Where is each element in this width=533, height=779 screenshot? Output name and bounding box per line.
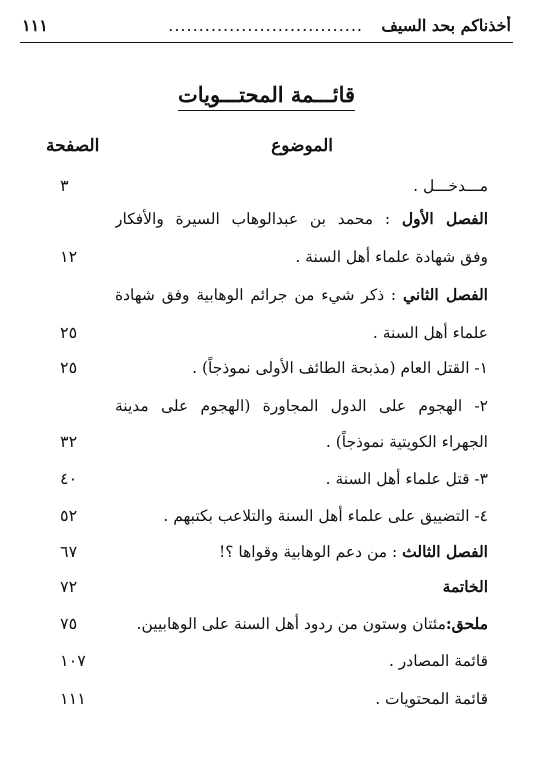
toc-entry-page: ٢٥ xyxy=(60,358,78,377)
toc-entry-text xyxy=(115,426,488,458)
toc-entry-title: ٤- التضييق على علماء أهل السنة والتلاعب بكتبهم . xyxy=(163,507,488,525)
toc-entry-title: وفق شهادة علماء أهل السنة . xyxy=(295,248,488,266)
header-rule xyxy=(20,42,513,43)
toc-row xyxy=(0,170,533,202)
toc-entry-text xyxy=(115,608,488,640)
toc-entry-title: : من دعم الوهابية وقواها ؟! xyxy=(219,543,403,561)
toc-row xyxy=(0,390,533,422)
toc-entry-title: قائمة المحتويات . xyxy=(375,690,488,708)
toc-row xyxy=(0,500,533,532)
toc-entry-label: ملحق: xyxy=(445,614,488,633)
running-header xyxy=(22,16,511,42)
toc-entry-text xyxy=(115,279,488,311)
toc-row xyxy=(0,241,533,273)
toc-entry-title: ١- القتل العام (مذبحة الطائف الأولى نموذجاً) . xyxy=(192,359,488,377)
toc-entry-text xyxy=(115,317,488,349)
toc-entry-text xyxy=(115,536,488,568)
toc-entry-page: ٥٢ xyxy=(60,506,78,525)
toc-entry-page: ١٢ xyxy=(60,247,78,266)
toc-row xyxy=(0,352,533,384)
toc-entry-title: : محمد بن عبدالوهاب السيرة والأفكار xyxy=(115,210,402,228)
toc-title: قائـــمة المحتـــويات xyxy=(0,82,533,107)
toc-entry-page: ٦٧ xyxy=(60,542,78,561)
leader-dots: ................................ xyxy=(168,16,363,35)
toc-entry-page: ٤٠ xyxy=(60,469,78,488)
toc-entry-text xyxy=(115,390,488,422)
toc-entry-title: علماء أهل السنة . xyxy=(372,324,488,342)
toc-entry-page: ٣٢ xyxy=(60,432,78,451)
toc-entry-label: الفصل الثاني xyxy=(402,285,488,304)
toc-entry-text xyxy=(115,500,488,532)
toc-entry-title: قائمة المصادر . xyxy=(388,652,488,670)
toc-entry-page: ٣ xyxy=(60,176,69,195)
toc-row xyxy=(0,463,533,495)
toc-entry-text xyxy=(115,241,488,273)
toc-entry-text xyxy=(115,683,488,715)
toc-entry-title: مـــدخـــل . xyxy=(413,177,488,195)
toc-entry-text xyxy=(115,645,488,677)
toc-row xyxy=(0,426,533,458)
toc-row xyxy=(0,571,533,603)
toc-entry-page: ٢٥ xyxy=(60,323,78,342)
toc-entry-text xyxy=(115,203,488,235)
column-header-topic: الموضوع xyxy=(271,136,333,156)
toc-entry-page: ١١١ xyxy=(60,689,86,708)
toc-row xyxy=(0,536,533,568)
toc-entry-page: ١٠٧ xyxy=(60,651,86,670)
toc-entry-title: ٢- الهجوم على الدول المجاورة (الهجوم على مدينة xyxy=(115,397,488,415)
column-header-page: الصفحة xyxy=(46,136,100,156)
toc-row xyxy=(0,683,533,715)
toc-row xyxy=(0,203,533,235)
toc-entry-page: ٧٢ xyxy=(60,577,78,596)
toc-entry-title: الجهراء الكويتية نموذجاً) . xyxy=(325,433,488,451)
toc-row xyxy=(0,317,533,349)
toc-entry-title: : ذكر شيء من جرائم الوهابية وفق شهادة xyxy=(115,286,403,304)
toc-entry-page: ٧٥ xyxy=(60,614,78,633)
toc-entry-title: مئتان وستون من ردود أهل السنة على الوهابيين. xyxy=(136,615,446,633)
toc-row xyxy=(0,608,533,640)
toc-entry-text xyxy=(115,170,488,202)
toc-entry-text xyxy=(115,463,488,495)
toc-entry-text xyxy=(115,571,488,603)
toc-row xyxy=(0,279,533,311)
toc-entry-label: الفصل الثالث xyxy=(402,542,488,561)
toc-entry-title: ٣- قتل علماء أهل السنة . xyxy=(325,470,488,488)
toc-entry-text xyxy=(115,352,488,384)
toc-entry-label: الفصل الأول xyxy=(401,209,488,228)
book-title: أخذناكم بحد السيف xyxy=(381,16,511,35)
toc-row xyxy=(0,645,533,677)
toc-entry-label: الخاتمة xyxy=(442,577,488,596)
page-number: ١١١ xyxy=(22,16,48,35)
